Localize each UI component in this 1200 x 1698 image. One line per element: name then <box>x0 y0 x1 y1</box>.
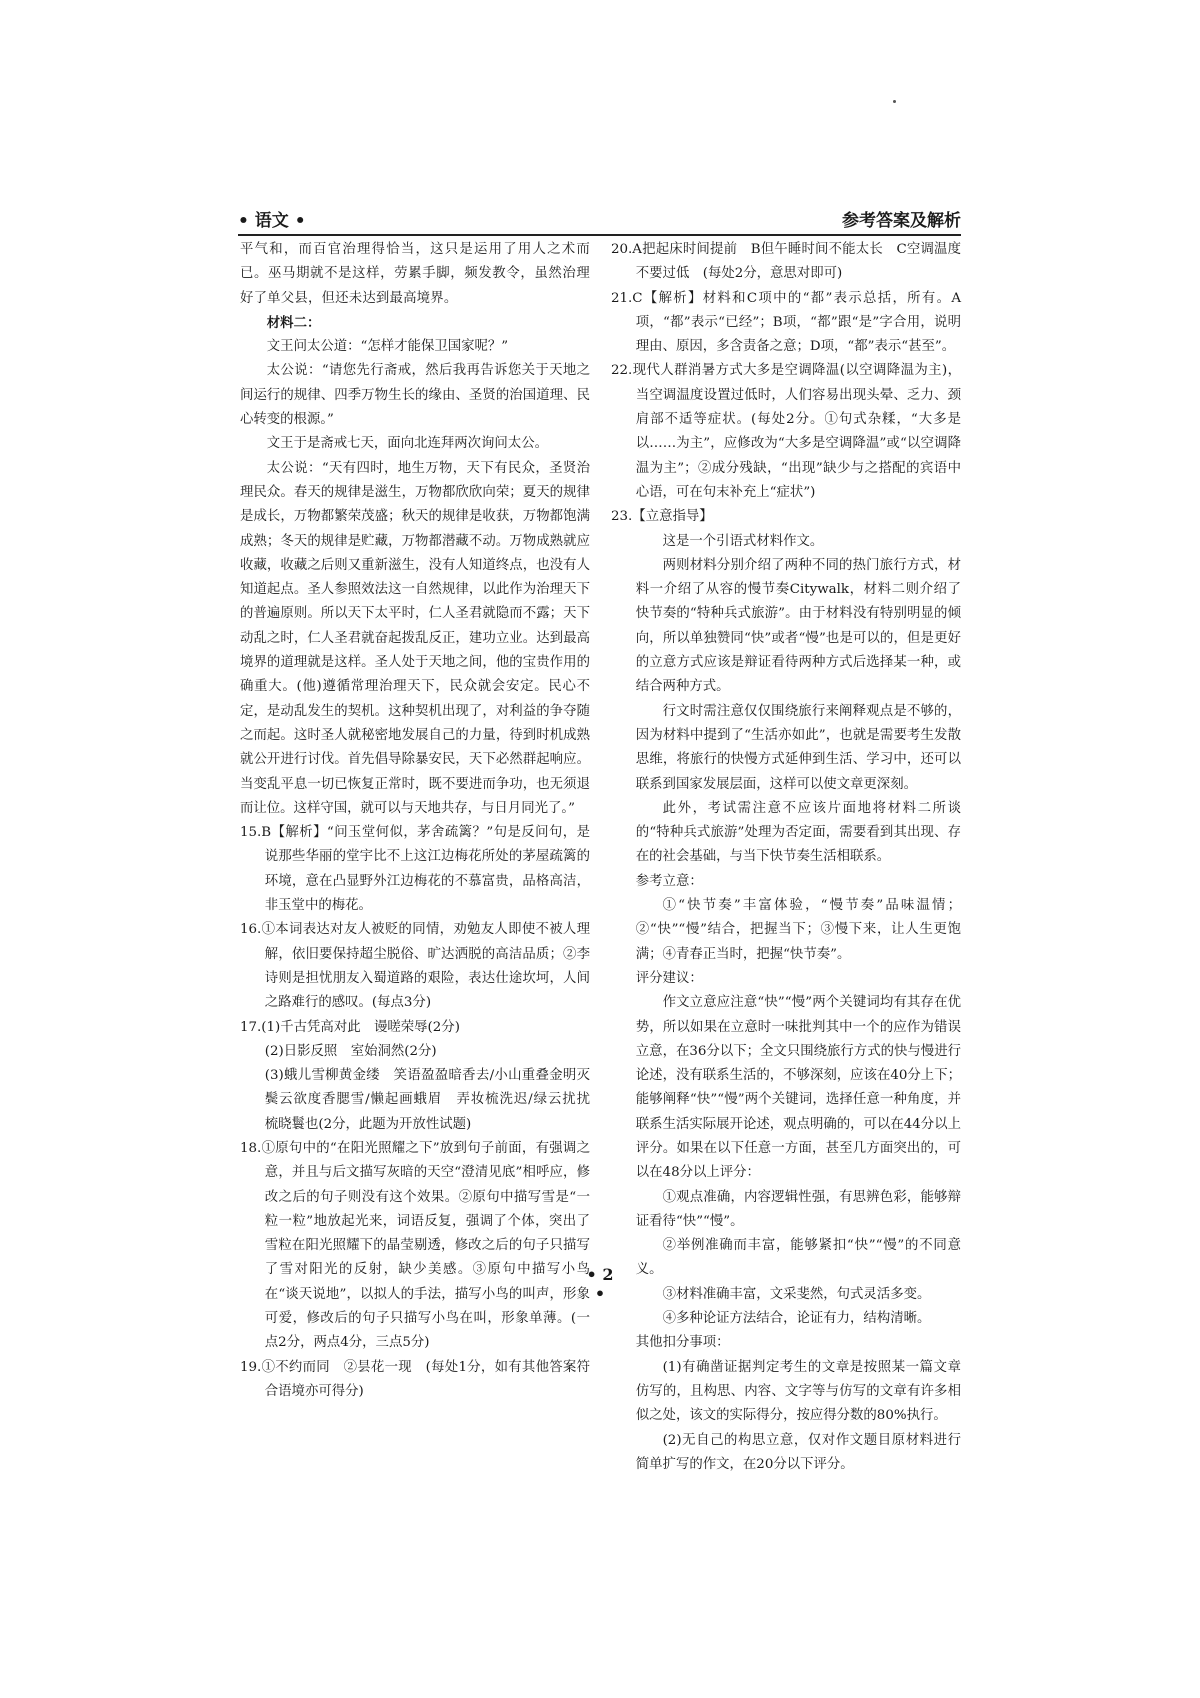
paragraph: ①观点准确，内容逻辑性强，有思辨色彩，能够辩证看待“快”“慢”。 <box>635 1189 961 1229</box>
paragraph: 19.①不约而同 ②昙花一现 (每处1分，如有其他答案符合语境亦可得分) <box>240 1359 590 1399</box>
section-title: 参考答案及解析 <box>842 211 961 231</box>
right-column <box>611 238 961 1477</box>
paragraph: 15.B【解析】“问玉堂何似，茅舍疏篱？”句是反问句，是说那些华丽的堂宇比不上这江边梅花所处的茅屋疏篱的环境，意在凸显野外江边梅花的不慕富贵，品格高洁，非玉堂中的梅花。 <box>240 825 590 914</box>
paragraph: 材料二： <box>266 314 321 331</box>
paragraph: (2)无自己的构思立意，仅对作文题目原材料进行简单扩写的作文，在20分以下评分。 <box>635 1432 961 1472</box>
paragraph: 文王于是斋戒七天，面向北连拜两次询问太公。 <box>266 436 548 452</box>
paragraph: 16.①本词表达对友人被贬的同情，劝勉友人即使不被人理解，依旧要保持超尘脱俗、旷达洒脱的高洁品质；②李诗则是担忧朋友入蜀道路的艰险，表达仕途坎坷，人间之路难行的感叹。(每点3分) <box>240 922 590 1011</box>
paragraph: 这是一个引语式材料作文。 <box>662 533 824 549</box>
scan-speck <box>893 100 896 103</box>
paragraph: 17.(1)千古凭高对此 谩嗟荣辱(2分) <box>240 1019 460 1035</box>
subject-label: • 语文 • <box>238 211 306 231</box>
paragraph: 太公说：“天有四时，地生万物，天下有民众，圣贤治理民众。春天的规律是滋生，万物都欣欣向荣；夏天的规律是成长，万物都繁荣茂盛；秋天的规律是收获，万物都饱满成熟；冬天的规律是贮藏，万物都潜藏不动。万物成熟就应收藏，收藏之后则又重新滋生，没有人知道终点，也没有人知道起点。圣人参照效法这一自然规律，以此作为治理天下的普遍原则。所以天下太平时，仁人圣君就隐而不露；天下动乱之时，仁人圣君就奋起拨乱反正，建功立业。达到最高境界的道理就是这样。圣人处于天地之间，他的宝贵作用的确重大。(他)遵循常理治理天下，民众就会安定。民心不定，是动乱发生的契机。这种契机出现了，对利益的争夺随之而起。这时圣人就秘密地发展自己的力量，待到时机成熟就公开进行讨伐。首先倡导除暴安民，天下必然群起响应。当变乱平息一切已恢复正常时，既不要进而争功，也无须退而让位。这样守国，就可以与天地共存，与日月同光了。” <box>240 460 590 816</box>
paragraph: 作文立意应注意“快”“慢”两个关键词均有其存在优势，所以如果在立意时一味批判其中一个的应作为错误立意，在36分以下；全文只围绕旅行方式的快与慢进行论述，没有联系生活的，不够深刻，应该在40分上下；能够阐释“快”“慢”两个关键词，选择任意一种角度，并联系生活实际展开论述，观点明确的，可以在44分以上评分。如果在以下任意一方面，甚至几方面突出的，可以在48分以上评分： <box>635 995 961 1181</box>
paragraph: 18.①原句中的“在阳光照耀之下”放到句子前面，有强调之意，并且与后文描写灰暗的天空“澄清见底”相呼应，修改之后的句子则没有这个效果。②原句中描写雪是“一粒一粒”地放起光来，词语反复，强调了个体，突出了雪粒在阳光照耀下的晶莹剔透，修改之后的句子只描写了雪对阳光的反射，缺少美感。③原句中描写小鸟在“谈天说地”，以拟人的手法，描写小鸟的叫声，形象可爱，修改后的句子只描写小鸟在叫，形象单薄。(一点2分，两点4分，三点5分) <box>240 1140 590 1351</box>
paragraph: ④多种论证方法结合，论证有力，结构清晰。 <box>662 1311 931 1327</box>
paragraph: ①“快节奏”丰富体验，“慢节奏”品味温情；②“快”“慢”结合，把握当下；③慢下来，让人生更饱满；④青春正当时，把握“快节奏”。 <box>635 898 961 962</box>
paragraph: 23.【立意指导】 <box>611 509 713 525</box>
paragraph: 20.A把起床时间提前 B但午睡时间不能太长 C空调温度不要过低 (每处2分，意思对即可) <box>611 242 961 282</box>
paragraph: 平气和，而百官治理得恰当，这只是运用了用人之术而已。巫马期就不是这样，劳累手脚，频发教令，虽然治理好了单父县，但还未达到最高境界。 <box>240 242 590 306</box>
paragraph: 行文时需注意仅仅围绕旅行来阐释观点是不够的，因为材料中提到了“生活亦如此”，也就是需要考生发散思维，将旅行的快慢方式延伸到生活、学习中，还可以联系到国家发展层面，这样可以使文章更深刻。 <box>635 703 961 792</box>
paragraph: (2)日影反照 室始洞然(2分) <box>264 1043 437 1059</box>
paragraph: 评分建议： <box>635 970 703 986</box>
paragraph: 21.C【解析】材料和C项中的“都”表示总括，所有。A项，“都”表示“已经”；B项，“都”跟“是”字合用，说明理由、原因，多含责备之意；D项，“都”表示“甚至”。 <box>611 290 961 355</box>
paragraph: 参考立意： <box>635 873 703 889</box>
header-rule <box>238 234 961 236</box>
page-header <box>238 205 961 231</box>
page-number: • 2 • <box>586 1265 614 1303</box>
left-column <box>240 238 604 1404</box>
paragraph: (1)有确凿证据判定考生的文章是按照某一篇文章仿写的，且构思、内容、文字等与仿写的文章有许多相似之处，该文的实际得分，按应得分数的80%执行。 <box>635 1359 961 1424</box>
paragraph: 太公说：“请您先行斋戒，然后我再告诉您关于天地之间运行的规律、四季万物生长的缘由、圣贤的治国道理、民心转变的根源。” <box>240 363 590 428</box>
paragraph: 两则材料分别介绍了两种不同的热门旅行方式，材料一介绍了从容的慢节奏Citywalk，材料二则介绍了快节奏的“特种兵式旅游”。由于材料没有特别明显的倾向，所以单独赞同“快”或者“慢”也是可以的，但是更好的立意方式应该是辩证看待两种方式后选择某一种，或结合两种方式。 <box>635 557 961 695</box>
paragraph: 文王问太公道：“怎样才能保卫国家呢？” <box>266 339 509 355</box>
paragraph: 其他扣分事项： <box>635 1335 730 1351</box>
paragraph: 22.现代人群消暑方式大多是空调降温(以空调降温为主)，当空调温度设置过低时，人们容易出现头晕、乏力、颈肩部不适等症状。(每处2分。①句式杂糅，“大多是以……为主”，应修改为“大多是空调降温”或“以空调降温为主”；②成分残缺，“出现”缺少与之搭配的宾语中心语，可在句末补充上“症状”) <box>611 363 961 500</box>
paragraph: ②举例准确而丰富，能够紧扣“快”“慢”的不同意义。 <box>635 1238 961 1278</box>
paragraph: ③材料准确丰富，文采斐然，句式灵活多变。 <box>662 1286 931 1302</box>
paragraph: (3)蛾儿雪柳黄金缕 笑语盈盈暗香去/小山重叠金明灭 鬓云欲度香腮雪/懒起画蛾眉 弄妆梳洗迟/绿云扰扰 梳晓鬟也(2分，此题为开放性试题) <box>264 1068 604 1132</box>
paragraph: 此外，考试需注意不应该片面地将材料二所谈的“特种兵式旅游”处理为否定面，需要看到其出现、存在的社会基础，与当下快节奏生活相联系。 <box>635 800 961 865</box>
